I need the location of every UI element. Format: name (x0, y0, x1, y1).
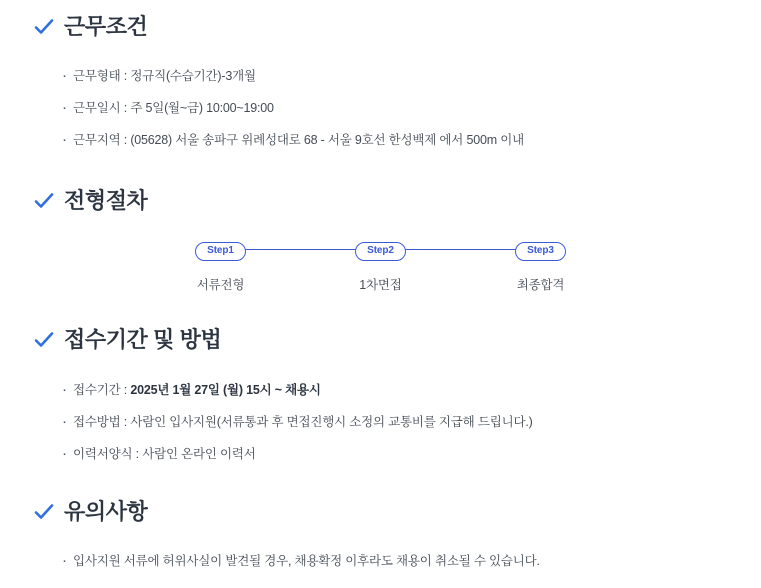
list-item-text: 접수방법 : 사람인 입사지원(서류통과 후 면접진행시 소정의 교통비를 지급해 드립니다.) (73, 415, 533, 430)
section-notice (0, 477, 761, 571)
section-title: 전형절차 (64, 187, 148, 213)
process-step-1 (181, 240, 261, 293)
step-label: 1차면접 (359, 278, 402, 293)
list-item (62, 445, 761, 464)
bullet-list (0, 67, 761, 149)
step-badge: Step1 (195, 242, 246, 261)
list-item-label: 접수기간 : (73, 383, 131, 398)
list-item (62, 552, 761, 571)
section-header (0, 499, 761, 525)
section-title: 유의사항 (64, 498, 148, 524)
step-badge: Step3 (515, 242, 566, 261)
list-item-text: 근무일시 : 주 5일(월~금) 10:00~19:00 (73, 101, 274, 116)
section-application-period (0, 293, 761, 464)
check-icon (34, 330, 54, 350)
section-header (0, 327, 761, 353)
process-step-2 (341, 240, 421, 293)
check-icon (34, 502, 54, 522)
check-icon (34, 17, 54, 37)
section-working-conditions (0, 0, 761, 150)
list-item (62, 67, 761, 86)
process-step-3 (501, 240, 581, 293)
step-label: 최종합격 (516, 278, 565, 293)
section-header (0, 188, 761, 214)
bullet-list (0, 552, 761, 571)
list-item (62, 413, 761, 432)
section-title: 근무조건 (64, 14, 148, 39)
list-item-text: 이력서양식 : 사람인 온라인 이력서 (73, 446, 256, 461)
list-item-text: 입사지원 서류에 허위사실이 발견될 경우, 채용확정 이후라도 채용이 취소될 수 있습니다. (73, 554, 540, 569)
list-item (62, 99, 761, 118)
bullet-list (0, 381, 761, 463)
list-item-value: 2025년 1월 27일 (월) 15시 ~ 채용시 (130, 383, 321, 398)
list-item (62, 131, 761, 150)
step-label: 서류전형 (196, 278, 245, 293)
section-header (0, 14, 761, 40)
step-badge: Step2 (355, 242, 406, 261)
check-icon (34, 191, 54, 211)
section-title: 접수기간 및 방법 (64, 327, 222, 353)
process-steps-diagram (181, 214, 581, 293)
list-item-text: 근무지역 : (05628) 서울 송파구 위례성대로 68 - 서울 9호선 한성백제 에서 500m 이내 (73, 132, 524, 147)
list-item (62, 381, 761, 400)
section-hiring-process (0, 163, 761, 293)
list-item-text: 근무형태 : 정규직(수습기간)-3개월 (73, 69, 256, 84)
